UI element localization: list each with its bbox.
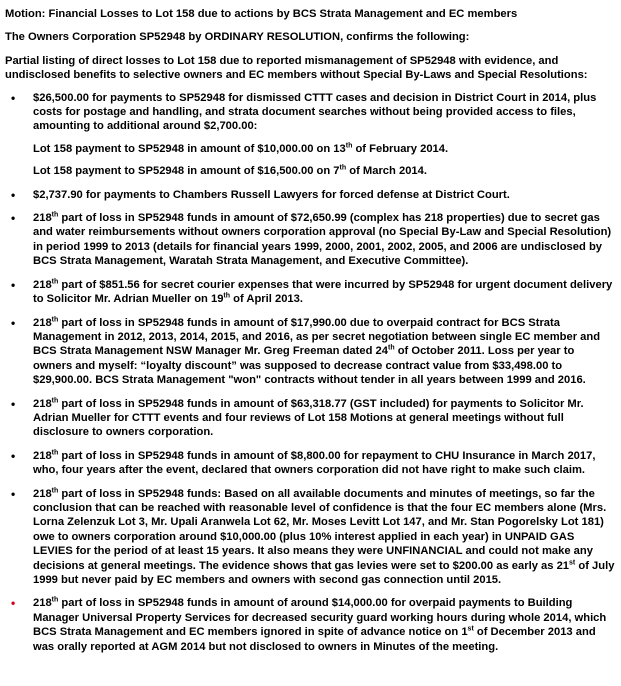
bullet-icon: • [11,596,16,611]
loss-item-text: $2,737.90 for payments to Chambers Russell Lawyers for forced defense at District Court. [33,188,510,201]
motion-title: Motion: Financial Losses to Lot 158 due to actions by BCS Strata Management and EC members [5,8,518,20]
loss-item-gas-water [5,211,616,269]
loss-item-lawyers [5,188,616,202]
bullet-icon: • [11,211,16,226]
bullet-icon: • [11,90,16,105]
partial-listing-intro: Partial listing of direct losses to Lot 158 due to reported mismanagement of SP52948 with evidence, and undisclosed benefits to selective owners and EC members without Special By-Laws and Special Resolutions: [5,54,588,82]
resolution-intro: The Owners Corporation SP52948 by ORDINARY RESOLUTION, confirms the following: [5,31,470,44]
payment-line-feb-2014: Lot 158 payment to SP52948 in amount of $10,000.00 on 13th of February 2014. [33,142,449,155]
loss-item-text: 218th part of loss in SP52948 funds: Based on all available documents and minutes of meetings, so far the conclusion that can be reached with reasonable level of confidence is that the four EC members alone (Mrs. Lorna Zelenzuk Lot 3, Mr. Upali Aranwela Lot 62, Mr. Moses Levitt Lot 147, and Mr. Stan Pogorelsky Lot 181) owe to owners corporation around $10,000.00 (plus 10% interest applied in each year) in UNPAID GAS LEVIES for the period of at least 15 years. It also means they were UNFINANCIAL and could not make any decisions at general meetings. The evidence shows that gas levies were set to $200.00 as early as 21st of July 1999 but never paid by EC members and owners with second gas connection until 2015. [33,486,615,586]
loss-item-cttt-payments [5,91,616,179]
motion-document [5,7,616,654]
loss-item-text: 218th part of loss in SP52948 funds in amount of $8,800.00 for repayment to CHU Insurance in March 2017, who, four years after the event, declared that owners corporation did not have right to make such claim. [33,449,596,477]
loss-item-text: 218th part of loss in SP52948 funds in amount of around $14,000.00 for overpaid payments to Building Manager Universal Property Services for decreased security guard working hours during whole 2014, which BCS Strata Management and EC members ignored in spite of advance notice on 1st of December 2013 and was orally reported at AGM 2014 but not disclosed to owners in Minutes of the meeting. [33,596,607,653]
bullet-icon: • [11,187,16,202]
loss-item-text: 218th part of loss in SP52948 funds in amount of $17,990.00 due to overpaid contract for BCS Strata Management in 2012, 2013, 2014, 2015, and 2016, as per secret negotiation between single EC member and BCS Strata Management NSW Manager Mr. Greg Freeman dated 24th of October 2011. Loss per year to owners and myself: “loyalty discount” was supposed to decrease contract value from $33,498.00 to $29,900.00. BCS Strata Management "won" contracts without tender in all years between 1999 and 2016. [33,315,601,387]
loss-item-text: 218th part of loss in SP52948 funds in amount of $72,650.99 (complex has 218 properties) due to secret gas and water reimbursements without owners corporation approval (no Special By-Law and Special Resolution) in period 1999 to 2013 (details for financial years 1999, 2000, 2001, 2002, 2005, and 2006 are undisclosed by BCS Strata Management, Waratah Strata Management, and Executive Committee). [33,211,612,268]
payment-line-mar-2014: Lot 158 payment to SP52948 in amount of $16,500.00 on 7th of March 2014. [33,164,427,178]
loss-item-courier [5,278,616,307]
loss-item-insurance [5,449,616,478]
bullet-icon: • [11,315,16,330]
bullet-icon: • [11,486,16,501]
loss-list [5,91,616,654]
loss-item-text: $26,500.00 for payments to SP52948 for dismissed CTTT cases and decision in District Court in 2014, plus costs for postage and handling, and strata document searches without being provided access to files, amounting to additional around $2,700.00: [33,91,597,133]
loss-item-building-manager [5,596,616,654]
bullet-icon: • [11,396,16,411]
loss-item-text: 218th part of $851.56 for secret courier expenses that were incurred by SP52948 for urgent document delivery to Solicitor Mr. Adrian Mueller on 19th of April 2013. [33,277,613,306]
bullet-icon: • [11,277,16,292]
loss-item-contract [5,316,616,388]
loss-item-gas-levies [5,487,616,588]
loss-item-text: 218th part of loss in SP52948 funds in amount of $63,318.77 (GST included) for payments to Solicitor Mr. Adrian Mueller for CTTT events and four reviews of Lot 158 Motions at general meetings without full disclosure to owners corporation. [33,396,584,439]
bullet-icon: • [11,448,16,463]
loss-item-solicitor [5,397,616,440]
